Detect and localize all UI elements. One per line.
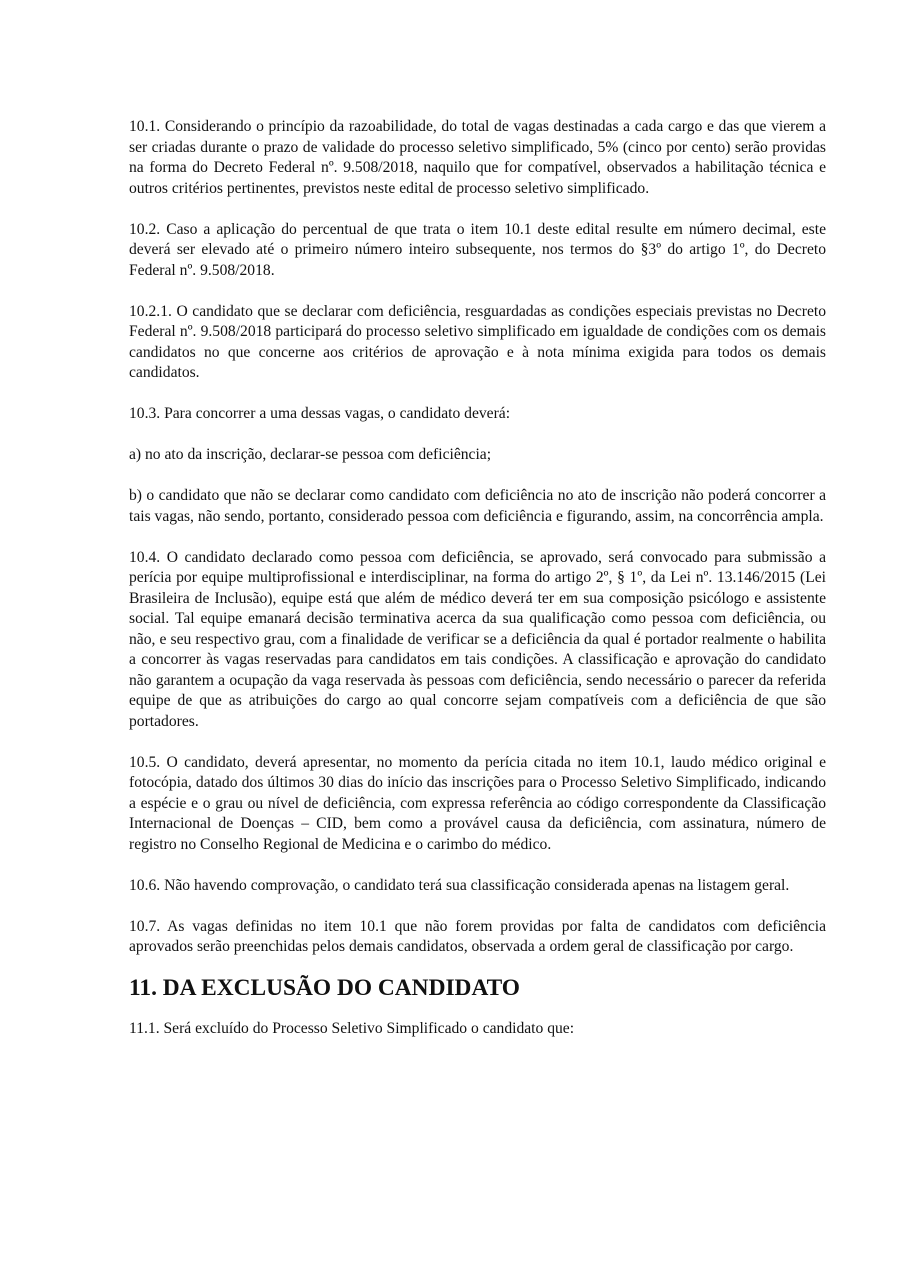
document-page bbox=[129, 117, 826, 1060]
paragraph-10-2: 10.2. Caso a aplicação do percentual de que trata o item 10.1 deste edital resulte em número decimal, este deverá ser elevado até o primeiro número inteiro subsequente, nos termos do §3º do artigo 1º, do Decreto Federal nº. 9.508/2018. bbox=[129, 220, 826, 279]
section-heading-11: 11. DA EXCLUSÃO DO CANDIDATO bbox=[129, 975, 520, 1001]
paragraph-10-1: 10.1. Considerando o princípio da razoabilidade, do total de vagas destinadas a cada cargo e das que vierem a ser criadas durante o prazo de validade do processo seletivo simplificado, 5% (cinco por cento) serão providas na forma do Decreto Federal nº. 9.508/2018, naquilo que for compatível, observados a habilitação técnica e outros critérios pertinentes, previstos neste edital de processo seletivo simplificado. bbox=[129, 118, 826, 197]
paragraph-10-6: 10.6. Não havendo comprovação, o candidato terá sua classificação considerada apenas na listagem geral. bbox=[129, 876, 790, 894]
paragraph-10-2-1: 10.2.1. O candidato que se declarar com deficiência, resguardadas as condições especiais previstas no Decreto Federal nº. 9.508/2018 participará do processo seletivo simplificado em igualdade de condições com os demais candidatos no que concerne aos critérios de aprovação e à nota mínima exigida para todos os demais candidatos. bbox=[129, 302, 826, 381]
paragraph-10-3-b: b) o candidato que não se declarar como candidato com deficiência no ato de inscrição não poderá concorrer a tais vagas, não sendo, portanto, considerado pessoa com deficiência e figurando, assim, na concorrência ampla. bbox=[129, 487, 826, 525]
paragraph-10-3: 10.3. Para concorrer a uma dessas vagas, o candidato deverá: bbox=[129, 405, 511, 422]
paragraph-10-3-a: a) no ato da inscrição, declarar-se pessoa com deficiência; bbox=[129, 446, 492, 463]
paragraph-10-4: 10.4. O candidato declarado como pessoa com deficiência, se aprovado, será convocado para submissão a perícia por equipe multiprofissional e interdisciplinar, na forma do artigo 2º, § 1º, da Lei nº. 13.146/2015 (Lei Brasileira de Inclusão), equipe está que além de médico deverá ter em sua composição psicólogo e assistente social. Tal equipe emanará decisão terminativa acerca da sua qualificação como pessoa com deficiência, ou não, e seu respectivo grau, com a finalidade de verificar se a deficiência da qual é portador realmente o habilita a concorrer às vagas reservadas para candidatos em tais condições. A classificação e aprovação do candidato não garantem a ocupação da vaga reservada às pessoas com deficiência, sendo necessário o parecer da referida equipe de que as atribuições do cargo ao qual concorre sejam compatíveis com a deficiência de que são portadores. bbox=[129, 548, 826, 730]
paragraph-10-7: 10.7. As vagas definidas no item 10.1 que não forem providas por falta de candidatos com deficiência aprovados serão preenchidas pelos demais candidatos, observada a ordem geral de classificação por cargo. bbox=[129, 917, 826, 955]
paragraph-11-1: 11.1. Será excluído do Processo Seletivo Simplificado o candidato que: bbox=[129, 1020, 575, 1037]
paragraph-10-5: 10.5. O candidato, deverá apresentar, no momento da perícia citada no item 10.1, laudo médico original e fotocópia, datado dos últimos 30 dias do início das inscrições para o Processo Seletivo Simplificado, indicando a espécie e o grau ou nível de deficiência, com expressa referência ao código correspondente da Classificação Internacional de Doenças – CID, bem como a provável causa da deficiência, com assinatura, número de registro no Conselho Regional de Medicina e o carimbo do médico. bbox=[129, 753, 826, 853]
